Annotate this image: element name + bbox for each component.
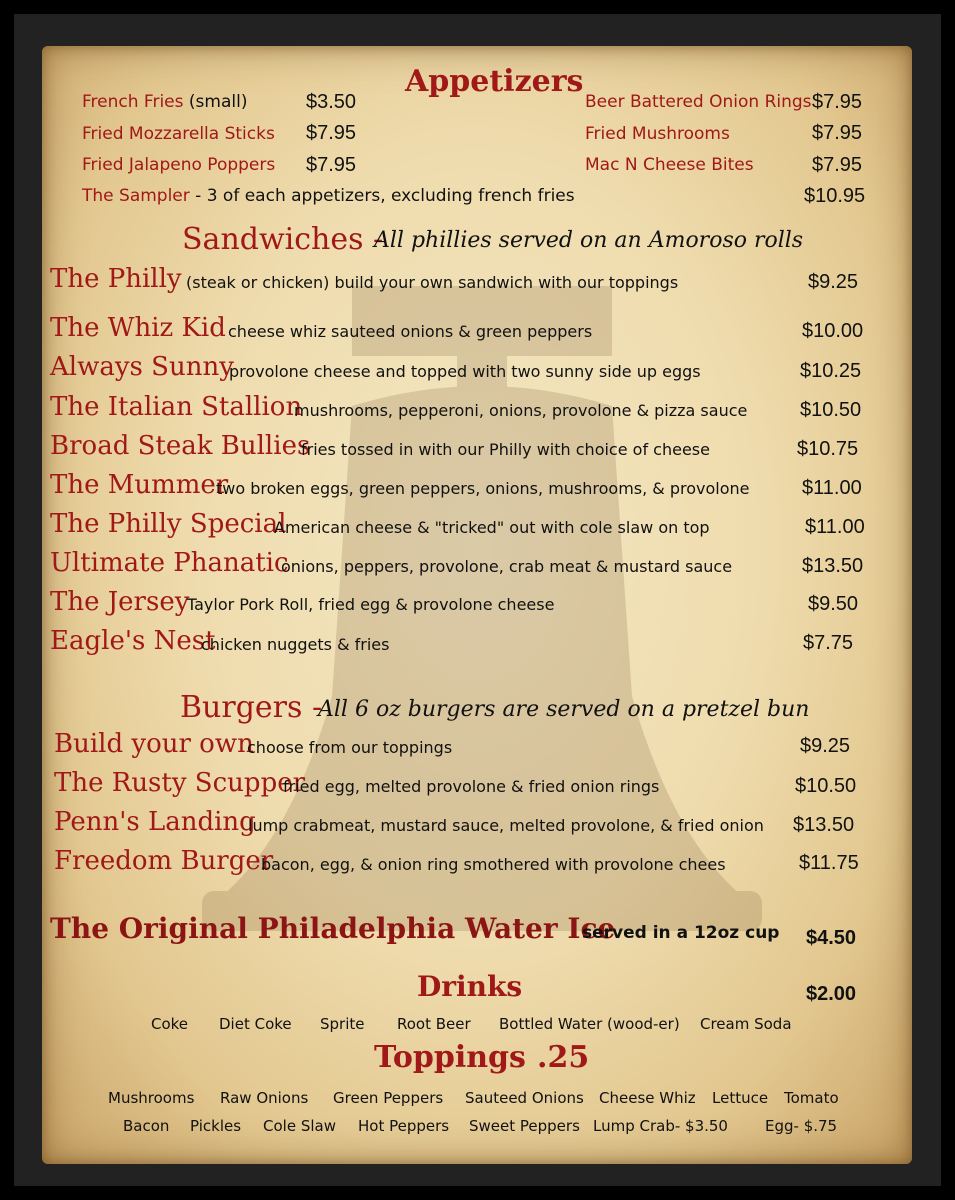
menu-item-name: Freedom Burger [54,846,274,876]
topping-item: Bacon [123,1117,170,1135]
menu-item-price: $9.50 [808,593,859,615]
menu-item-price: $10.50 [795,775,857,797]
topping-item: Mushrooms [108,1089,195,1107]
drink-item: Sprite [320,1015,365,1033]
menu-item-name: The Italian Stallion [50,392,303,422]
app-onion-rings-price: $7.95 [812,91,863,113]
menu-item-price: $13.50 [802,555,864,577]
menu-item-desc: fried egg, melted provolone & fried onion rings [283,777,660,796]
app-sampler: The Sampler - 3 of each appetizers, excluding french fries [82,186,575,206]
menu-item-price: $11.00 [802,477,862,499]
menu-item-name: The Mummer [50,470,229,500]
menu-item-price: $13.50 [793,814,855,836]
menu-item-name: Build your own [54,729,254,759]
menu-item-desc: fries tossed in with our Philly with choice of cheese [301,440,710,459]
app-mac-cheese-price: $7.95 [812,154,863,176]
topping-item: Sauteed Onions [465,1089,584,1107]
app-mozzarella-price: $7.95 [306,122,357,144]
menu-item-name: Ultimate Phanatic [50,548,289,578]
menu-item-desc: cheese whiz sauteed onions & green peppers [228,322,593,341]
toppings-price: .25 [537,1040,590,1075]
menu-item-price: $11.00 [805,516,865,538]
topping-item: Raw Onions [220,1089,309,1107]
water-ice-price: $4.50 [806,927,857,949]
menu-item-desc: bacon, egg, & onion ring smothered with provolone chees [261,855,726,874]
app-jalapeno-poppers: Fried Jalapeno Poppers [82,155,276,175]
drink-item: Bottled Water (wood-er) [499,1015,680,1033]
menu-item-desc: (steak or chicken) build your own sandwich with our toppings [186,273,679,292]
app-sampler-price: $10.95 [804,185,866,207]
drink-item: Root Beer [397,1015,471,1033]
menu-item-name: The Rusty Scupper [54,768,306,798]
menu-item-price: $10.50 [800,399,862,421]
menu-item-desc: mushrooms, pepperoni, onions, provolone & pizza sauce [294,401,748,420]
menu-item-desc: provolone cheese and topped with two sunny side up eggs [229,362,701,381]
app-jalapeno-price: $7.95 [306,154,357,176]
drinks-price: $2.00 [806,983,857,1005]
topping-item: Pickles [190,1117,242,1135]
water-ice-name: The Original Philadelphia Water Ice [50,912,616,945]
menu-item-price: $11.75 [799,852,859,874]
menu-item-name: The Philly [50,264,182,294]
menu-item-desc: two broken eggs, green peppers, onions, mushrooms, & provolone [216,479,750,498]
menu-item-desc: lump crabmeat, mustard sauce, melted provolone, & fried onion [248,816,764,835]
menu-item-desc: onions, peppers, provolone, crab meat & mustard sauce [281,557,733,576]
drinks-title: Drinks [417,970,523,1003]
topping-item: Green Peppers [333,1089,444,1107]
topping-item: Hot Peppers [358,1117,450,1135]
topping-item: Cheese Whiz [599,1089,696,1107]
sandwiches-title: Sandwiches - [182,222,384,257]
menu-item-name: The Whiz Kid [50,313,226,343]
burgers-subtitle: All 6 oz burgers are served on a pretzel bun [318,697,810,722]
menu-item-desc: chicken nuggets & fries [201,635,390,654]
appetizers-title: Appetizers [405,64,584,99]
menu-item-price: $9.25 [800,735,851,757]
topping-item: Sweet Peppers [469,1117,580,1135]
app-mac-cheese-bites: Mac N Cheese Bites [585,155,754,175]
app-onion-rings: Beer Battered Onion Rings [585,92,812,112]
app-french-fries: French Fries (small) [82,92,248,112]
toppings-title: Toppings [374,1040,526,1075]
menu-item-name: The Jersey [50,587,190,617]
topping-item: Egg- $.75 [765,1117,838,1135]
menu-item-price: $10.00 [802,320,864,342]
drink-item: Cream Soda [700,1015,792,1033]
topping-item: Tomato [784,1089,839,1107]
menu-item-desc: choose from our toppings [247,738,453,757]
menu-item-price: $10.75 [797,438,859,460]
topping-item: Cole Slaw [263,1117,336,1135]
drink-item: Diet Coke [219,1015,292,1033]
menu-item-price: $7.75 [803,632,854,654]
menu-item-name: Eagle's Nest [50,626,216,656]
app-mozzarella-sticks: Fried Mozzarella Sticks [82,124,275,144]
menu-item-name: Always Sunny [50,352,234,382]
menu-item-price: $10.25 [800,360,862,382]
menu-item-price: $9.25 [808,271,859,293]
app-french-fries-price: $3.50 [306,91,357,113]
menu-item-desc: Taylor Pork Roll, fried egg & provolone cheese [187,595,555,614]
burgers-title: Burgers - [180,690,323,725]
menu-item-desc: American cheese & "tricked" out with cole slaw on top [274,518,710,537]
sandwiches-subtitle: All phillies served on an Amoroso rolls [374,228,804,253]
menu-item-name: The Philly Special [50,509,287,539]
app-mushrooms-price: $7.95 [812,122,863,144]
topping-item: Lettuce [712,1089,769,1107]
app-fried-mushrooms: Fried Mushrooms [585,124,730,144]
drink-item: Coke [151,1015,189,1033]
topping-item: Lump Crab- $3.50 [593,1117,728,1135]
menu-item-name: Penn's Landing [54,807,256,837]
water-ice-desc: served in a 12oz cup [582,923,780,943]
menu-item-name: Broad Steak Bullies [50,431,311,461]
